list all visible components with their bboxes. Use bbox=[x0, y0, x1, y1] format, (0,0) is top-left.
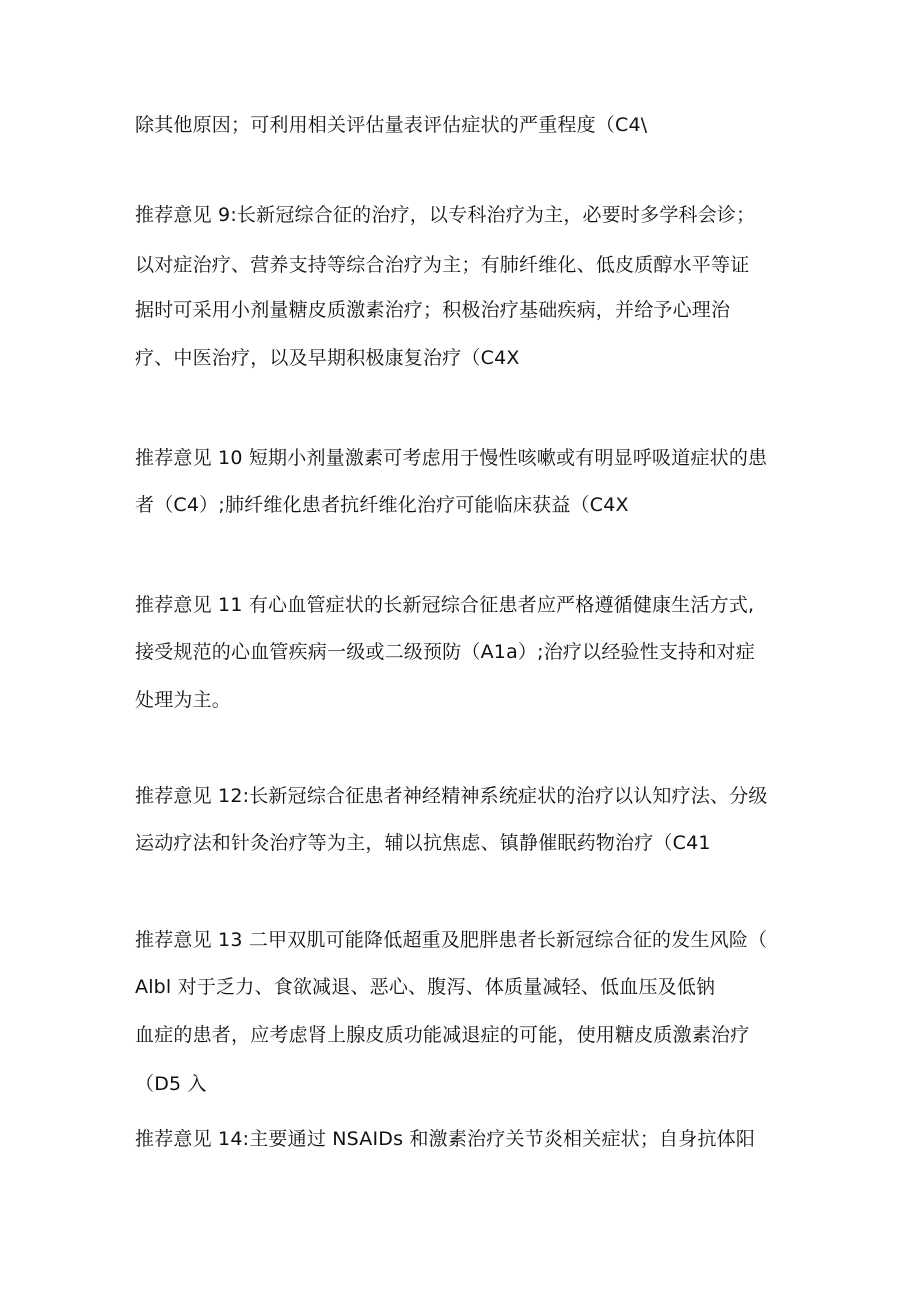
text-line-1: 除其他原因；可利用相关评估量表评估症状的严重程度（C4\ bbox=[135, 114, 648, 136]
recommendation-13-line-4: （D5 入 bbox=[135, 1073, 207, 1095]
recommendation-13-line-1: 推荐意见 13 二甲双肌可能降低超重及肥胖患者长新冠综合征的发生风险（ bbox=[135, 929, 768, 951]
recommendation-13-line-3: 血症的患者，应考虑肾上腺皮质功能减退症的可能，使用糖皮质激素治疗 bbox=[135, 1024, 750, 1046]
recommendation-11-line-1: 推荐意见 11 有心血管症状的长新冠综合征患者应严格遵循健康生活方式, bbox=[135, 594, 755, 616]
recommendation-12-line-1: 推荐意见 12:长新冠综合征患者神经精神系统症状的治疗以认知疗法、分级 bbox=[135, 785, 768, 807]
recommendation-11-line-3: 处理为主。 bbox=[135, 689, 232, 711]
recommendation-13-line-2: Albl 对于乏力、食欲减退、恶心、腹泻、体质量减轻、低血压及低钠 bbox=[135, 976, 716, 998]
recommendation-10-line-2: 者（C4）;肺纤维化患者抗纤维化治疗可能临床获益（C4X bbox=[135, 494, 629, 516]
recommendation-9-line-3: 据时可采用小剂量糖皮质激素治疗；积极治疗基础疾病，并给予心理治 bbox=[135, 299, 731, 321]
recommendation-9-line-2: 以对症治疗、营养支持等综合治疗为主；有肺纤维化、低皮质醇水平等证 bbox=[135, 254, 750, 276]
recommendation-14-line-1: 推荐意见 14:主要通过 NSAIDs 和激素治疗关节炎相关症状；自身抗体阳 bbox=[135, 1128, 756, 1150]
recommendation-10-line-1: 推荐意见 10 短期小剂量激素可考虑用于慢性咳嗽或有明显呼吸道症状的患 bbox=[135, 447, 768, 469]
recommendation-9-line-1: 推荐意见 9:长新冠综合征的治疗，以专科治疗为主，必要时多学科会诊； bbox=[135, 204, 756, 226]
recommendation-9-line-4: 疗、中医治疗，以及早期积极康复治疗（C4X bbox=[135, 347, 520, 369]
recommendation-12-line-2: 运动疗法和针灸治疗等为主，辅以抗焦虑、镇静催眠药物治疗（C41 bbox=[135, 832, 711, 854]
recommendation-11-line-2: 接受规范的心血管疾病一级或二级预防（A1a）;治疗以经验性支持和对症 bbox=[135, 641, 755, 663]
